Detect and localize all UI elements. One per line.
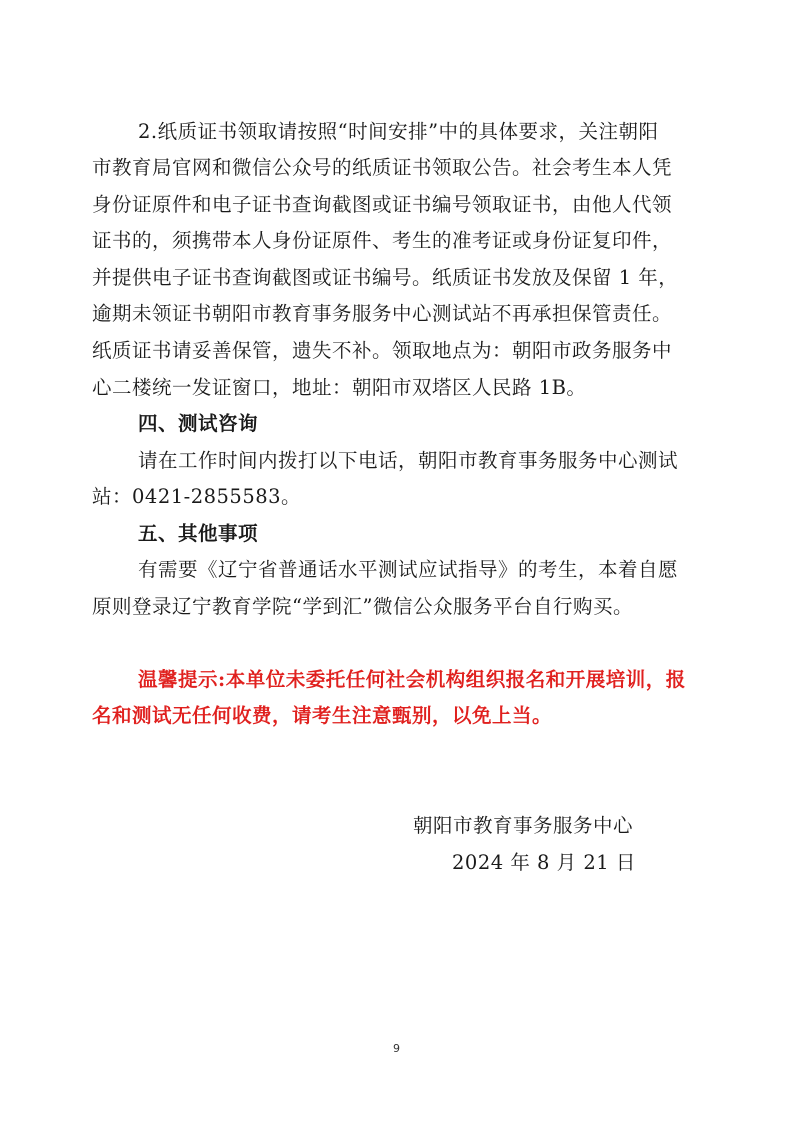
signature-organization: 朝阳市教育事务服务中心 xyxy=(413,814,634,837)
section-heading-other: 五、其他事项 xyxy=(138,522,259,545)
section-heading-consult: 四、测试咨询 xyxy=(138,412,259,435)
page-number: 9 xyxy=(393,1042,400,1055)
paragraph-line: 逾期未领证书朝阳市教育事务服务中心测试站不再承担保管责任。 xyxy=(92,302,673,325)
phone-number-line: 站：0421-2855583。 xyxy=(92,485,302,508)
paragraph-line: 身份证原件和电子证书查询截图或证书编号领取证书，由他人代领 xyxy=(92,193,673,216)
paragraph-line: 证书的，须携带本人身份证原件、考生的准考证或身份证复印件， xyxy=(92,229,673,252)
warning-notice-line: 温馨提示:本单位未委托任何社会机构组织报名和开展培训，报 xyxy=(138,668,686,691)
paragraph-line: 有需要《辽宁省普通话水平测试应试指导》的考生，本着自愿 xyxy=(138,558,679,581)
paragraph-line: 市教育局官网和微信公众号的纸质证书领取公告。社会考生本人凭 xyxy=(92,156,673,179)
signature-date: 2024 年 8 月 21 日 xyxy=(452,851,636,874)
paragraph-line: 请在工作时间内拨打以下电话，朝阳市教育事务服务中心测试 xyxy=(138,449,679,472)
paragraph-line: 并提供电子证书查询截图或证书编号。纸质证书发放及保留 1 年， xyxy=(92,266,679,289)
paragraph-line: 心二楼统一发证窗口，地址：朝阳市双塔区人民路 1B。 xyxy=(92,376,587,399)
paragraph-line: 原则登录辽宁教育学院“学到汇”微信公众服务平台自行购买。 xyxy=(92,595,633,618)
paragraph-line: 2.纸质证书领取请按照“时间安排”中的具体要求，关注朝阳 xyxy=(138,120,659,143)
paragraph-line: 纸质证书请妥善保管，遗失不补。领取地点为：朝阳市政务服务中 xyxy=(92,339,673,362)
warning-notice-line: 名和测试无任何收费，请考生注意甄别，以免上当。 xyxy=(92,704,553,727)
